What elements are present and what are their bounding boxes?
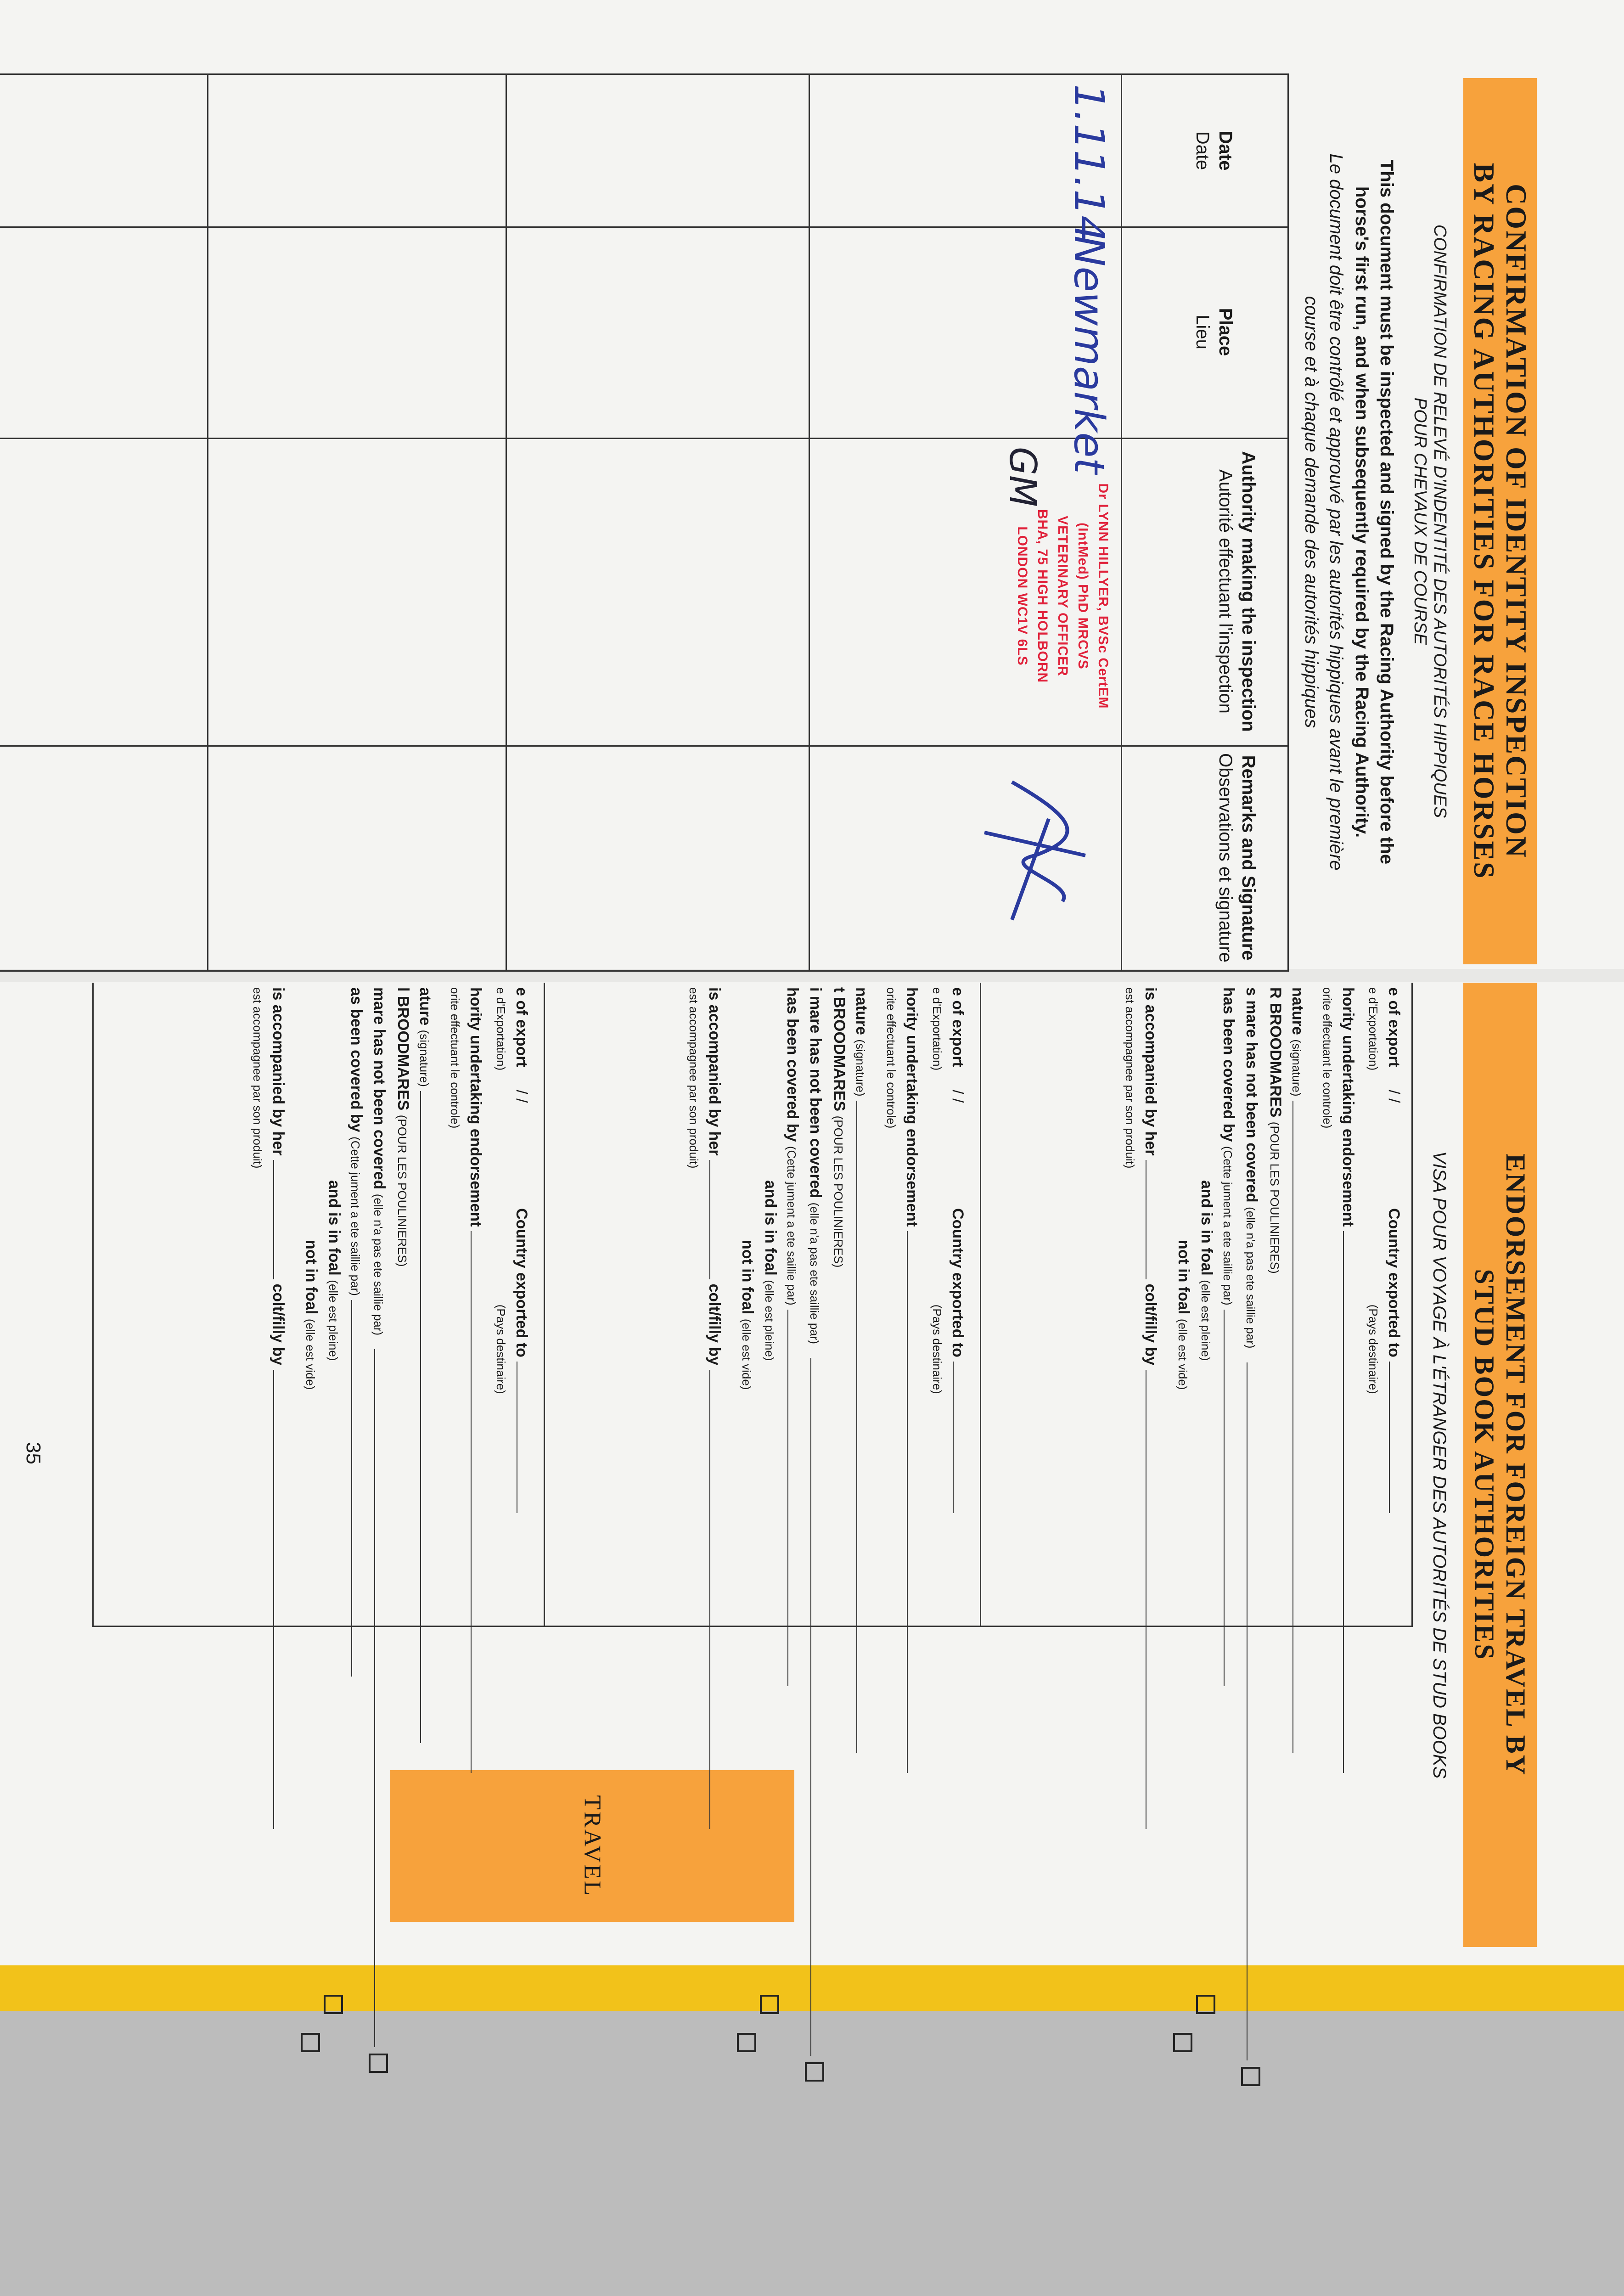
col-header-remarks: Remarks and Signature Observations et signature — [1215, 753, 1259, 962]
signature-scribble — [966, 764, 1104, 947]
checkbox[interactable] — [324, 1995, 343, 2014]
checkbox[interactable] — [369, 2054, 388, 2073]
block-divider — [544, 983, 545, 1626]
handwritten-date: 1.11.14 — [1065, 84, 1113, 242]
left-instruction-fr — [1299, 41, 1349, 983]
instruction-en-line1: This document must be inspected and signed by the Racing Authority before the — [1377, 159, 1397, 865]
checkbox[interactable] — [1196, 1995, 1215, 2014]
col-header-date: Date Date — [1192, 130, 1236, 171]
right-title-line1: ENDORSEMENT FOR FOREIGN TRAVEL BY — [1500, 1154, 1531, 1776]
travel-tab-label: TRAVEL — [579, 1795, 606, 1897]
checkbox[interactable] — [1173, 2033, 1192, 2052]
left-title-line1: CONFIRMATION OF IDENTITY INSPECTION — [1500, 184, 1533, 859]
left-page-title-bar — [1463, 78, 1537, 964]
col-divider — [0, 745, 1287, 747]
col-header-place: Place Lieu — [1192, 308, 1236, 356]
left-page — [0, 0, 1624, 983]
checkbox[interactable] — [805, 2062, 824, 2082]
instruction-fr-line2: course et à chaque demande des autorités hippiques — [1301, 296, 1321, 728]
col-header-authority: Authority making the inspection Autorité effectuant l'inspection — [1215, 451, 1259, 732]
instruction-en-line2: horse's first run, and when subsequently required by the Racing Authority. — [1352, 186, 1372, 838]
right-subtitle: VISA POUR VOYAGE À L'ÉTRANGER DES AUTORITÉS DE STUD BOOKS — [1429, 1151, 1450, 1779]
handwritten-place: Newmarket — [1065, 236, 1113, 474]
checkbox[interactable] — [1241, 2067, 1260, 2086]
right-title-line2: STUD BOOK AUTHORITIES — [1469, 1269, 1500, 1661]
checkbox[interactable] — [760, 1995, 779, 2014]
instruction-fr-line1: Le document doit être contrôlé et approuvé par les autorités hippiques avant le première — [1326, 153, 1346, 871]
checkbox[interactable] — [737, 2033, 756, 2052]
row-divider — [809, 75, 810, 970]
left-subtitle-line1: CONFIRMATION DE RELEVÉ D'INDENTITÉ DES AUTORITÉS HIPPIQUES — [1430, 224, 1450, 818]
page-number-35: 35 — [22, 1442, 45, 1464]
left-instruction-en — [1349, 41, 1399, 983]
right-page-title-bar — [1463, 983, 1537, 1947]
inspection-table — [0, 73, 1289, 972]
block-divider — [980, 983, 981, 1626]
left-subtitle-line2: POUR CHEVAUX DE COURSE — [1410, 397, 1430, 645]
authority-stamp: Dr LYNN HILLYER, BVSc CertEM (IntMed) PhD MRCVS VETERINARY OFFICER BHA, 75 HIGH HOLBORN LONDON WC1V 6LS — [1015, 483, 1111, 709]
row-divider — [506, 75, 507, 970]
header-divider — [1121, 75, 1122, 970]
handwritten-initials: GM — [1001, 447, 1044, 507]
left-title-line2: BY RACING AUTHORITIES FOR RACE HORSES — [1468, 163, 1500, 880]
right-page: ENDORSEMENT FOR FOREIGN TRAVEL BY STUD BOOK AUTHORITIES VISA POUR VOYAGE À L'ÉTRANGER DES AUTORITÉS DE STUD BOOKS e of export / / Country exported to e d'Exportation) (Pays destinaire) hority undertaking endorsement orite effectuant le controle) nature (signature) R BROODMARES (POUR LES POULINIERES) s mare has not been covered (elle n'a pas ete saillie par) has been covered by (Cette jument a ete saillie par) and is in foal (elle est pleine) not in foal (elle est vide) is accompanied by her colt/filly by est accompagnee par son produit) e of export / / Country exported to e d'Exportation) (Pays destinaire) hority undertaking endorsement orite effectuant le controle) nature (signature) t BROODMARES (POUR LES POULINIERES) i mare has not been covered (elle n'a pas ete saillie par) has been covered by (Cette jument a ete saillie par) and is in foal (elle est pleine) not in foal (elle est vide) is accompanied by her colt/filly by est accompagnee par son produit) e of export / / Country exported to e d'Exportation) (Pays destinaire) hority undertaking endorsement orite effectuant le controle) ature (signature) l BROODMARES (POUR LES POULINIERES) mare has not been covered (elle n'a pas ete saillie par) as been covered by (Cette jument a ete saillie par) and is in foal (elle est pleine) not in foal (elle est vide) is accompanied by her colt/filly by est accompagnee par son produit) 35 — [0, 983, 1624, 1965]
row-divider — [207, 75, 208, 970]
checkbox[interactable] — [301, 2033, 320, 2052]
left-subtitle — [1410, 78, 1450, 964]
